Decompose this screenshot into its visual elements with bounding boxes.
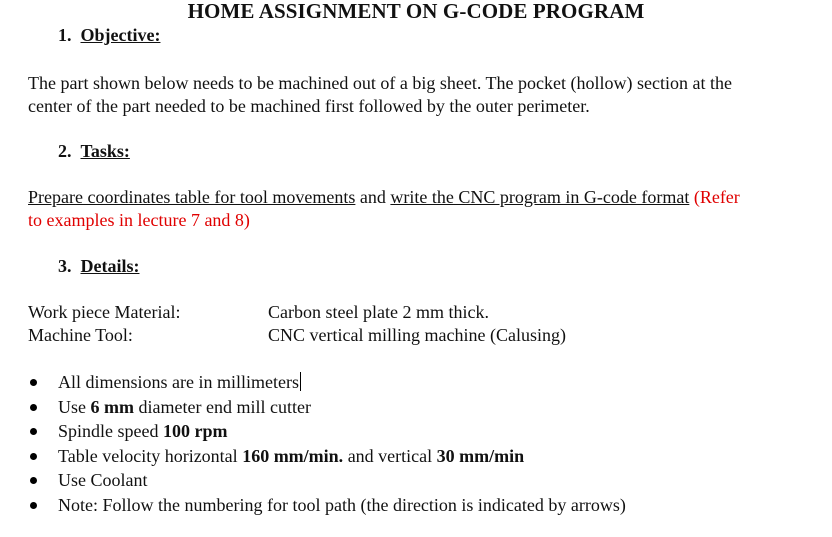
bullet-text: Use <box>58 396 91 417</box>
material-value: Carbon steel plate 2 mm thick. <box>268 302 489 322</box>
section-heading-tasks <box>58 141 130 162</box>
text-cursor <box>300 372 301 391</box>
cutter-diameter: 6 mm <box>90 396 134 417</box>
task-and: and <box>355 187 391 207</box>
objective-line-2: center of the part needed to be machined first followed by the outer perimeter. <box>28 96 590 116</box>
spindle-speed-value: 100 rpm <box>163 421 228 441</box>
section-heading-details <box>58 256 139 277</box>
objective-paragraph <box>28 72 732 118</box>
bullet-dot-icon <box>30 379 37 386</box>
machine-tool-label: Machine Tool: <box>28 325 133 345</box>
machine-tool-value: CNC vertical milling machine (Calusing) <box>268 325 566 345</box>
section-number: 1. <box>58 25 72 45</box>
bullet-text: Note: Follow the numbering for tool path (the direction is indicated by arrows) <box>58 494 626 515</box>
bullet-cutter <box>28 395 626 420</box>
section-label: Tasks: <box>80 141 130 161</box>
section-heading-objective <box>58 25 160 46</box>
bullet-text: Spindle speed <box>58 421 163 441</box>
details-values <box>268 301 566 347</box>
vertical-velocity-value: 30 mm/min <box>436 445 525 466</box>
bullet-coolant <box>28 468 626 493</box>
details-bullet-list <box>28 370 626 517</box>
bullet-dot-icon <box>30 404 37 411</box>
section-number: 2. <box>58 141 72 161</box>
bullet-dot-icon <box>30 477 37 484</box>
task-coordinates-table: Prepare coordinates table for tool movements <box>28 187 356 207</box>
bullet-dot-icon <box>30 453 37 460</box>
bullet-dot-icon <box>30 502 37 509</box>
material-label: Work piece Material: <box>28 302 181 322</box>
section-label: Objective: <box>80 25 161 45</box>
task-reference-start: (Refer <box>689 187 740 207</box>
task-write-program: write the CNC program in G-code format <box>390 187 690 207</box>
bullet-spindle-speed <box>28 419 626 444</box>
section-label: Details: <box>80 256 140 276</box>
horizontal-velocity-value: 160 mm/min. <box>242 445 344 466</box>
task-reference-end: to examples in lecture 7 and 8) <box>28 210 250 230</box>
bullet-text: All dimensions are in millimeters <box>58 372 299 392</box>
details-labels <box>28 301 180 347</box>
bullet-text: diameter end mill cutter <box>134 396 311 417</box>
tasks-line-1 <box>28 186 740 209</box>
bullet-note <box>28 493 626 518</box>
bullet-text: Use Coolant <box>58 470 148 490</box>
bullet-table-velocity <box>28 444 626 469</box>
bullet-text: and vertical <box>343 445 437 466</box>
objective-line-1: The part shown below needs to be machined out of a big sheet. The pocket (hollow) section at the <box>28 73 732 93</box>
tasks-paragraph <box>28 186 740 232</box>
document-title: HOME ASSIGNMENT ON G-CODE PROGRAM <box>187 0 645 23</box>
section-number: 3. <box>58 256 72 276</box>
bullet-dot-icon <box>30 428 37 435</box>
bullet-dimensions <box>28 370 626 395</box>
bullet-text: Table velocity horizontal <box>58 445 243 466</box>
